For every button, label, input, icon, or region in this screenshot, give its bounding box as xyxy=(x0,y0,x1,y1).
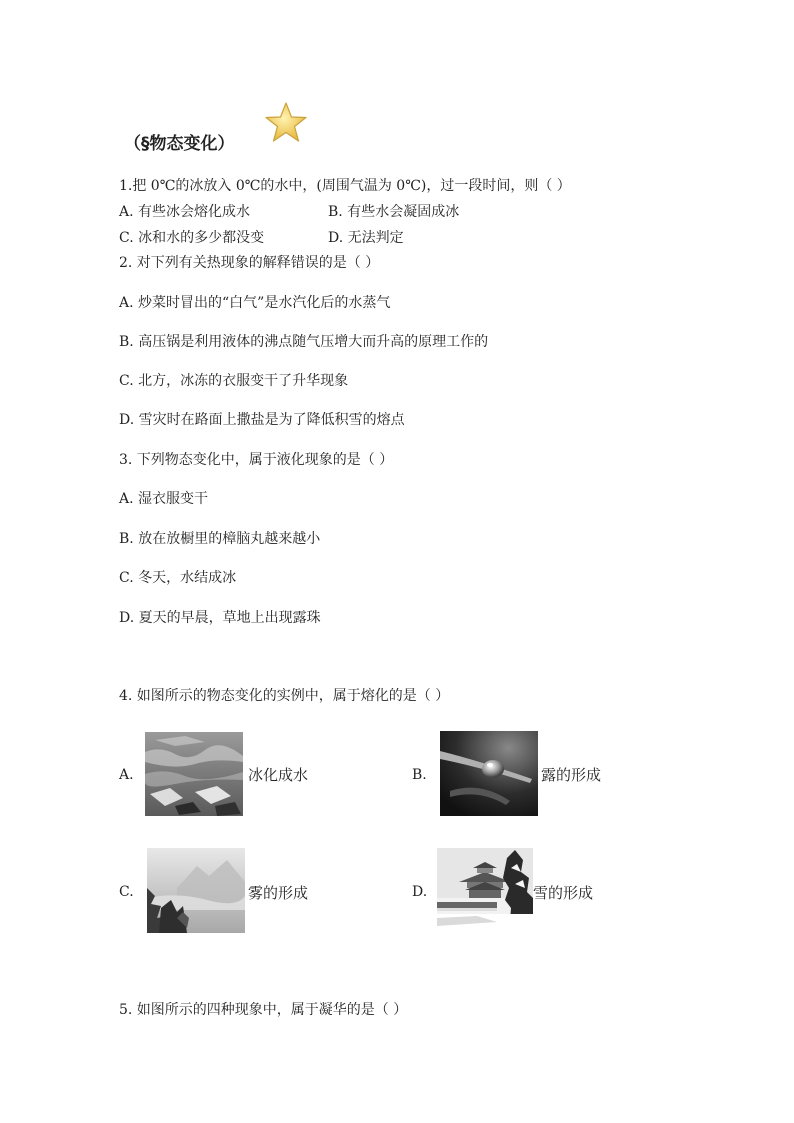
question-1-option-b: B. 有些水会凝固成冰 xyxy=(328,204,460,220)
question-1-stem: 1.把 0℃的冰放入 0℃的水中，(周围气温为 0℃)，过一段时间，则（ ） xyxy=(119,178,571,194)
question-3-stem: 3. 下列物态变化中，属于液化现象的是（ ） xyxy=(119,452,394,468)
question-4-option-a-letter: A. xyxy=(119,767,134,783)
question-4-option-d-letter: D. xyxy=(412,884,428,900)
question-4-stem: 4. 如图所示的物态变化的实例中，属于熔化的是（ ） xyxy=(119,688,450,704)
question-4-option-c-caption: 雾的形成 xyxy=(248,884,309,902)
question-2-option-a: A. 炒菜时冒出的“白气”是水汽化后的水蒸气 xyxy=(119,295,391,311)
star-icon xyxy=(264,101,308,149)
question-4-option-b-caption: 露的形成 xyxy=(541,766,602,784)
question-2-option-b: B. 高压锅是利用液体的沸点随气压增大而升高的原理工作的 xyxy=(119,334,489,350)
question-4-option-d-caption: 雪的形成 xyxy=(533,884,594,902)
question-2-option-d: D. 雪灾时在路面上撒盐是为了降低积雪的熔点 xyxy=(119,412,405,428)
snow-temple-photo xyxy=(437,848,533,933)
question-3-option-b: B. 放在放橱里的樟脑丸越来越小 xyxy=(119,531,321,547)
question-3-option-c: C. 冬天，水结成冰 xyxy=(119,570,237,586)
question-2-option-c: C. 北方，冰冻的衣服变干了升华现象 xyxy=(119,373,349,389)
dew-drop-photo xyxy=(440,731,538,816)
question-4-option-b-letter: B. xyxy=(412,767,427,783)
section-title: （§物态变化） xyxy=(124,134,235,154)
question-1-option-a: A. 有些冰会熔化成水 xyxy=(119,204,251,220)
question-3-option-d: D. 夏天的早晨，草地上出现露珠 xyxy=(119,610,321,626)
question-1-option-d: D. 无法判定 xyxy=(328,230,404,246)
fog-mountain-photo xyxy=(147,848,245,933)
question-3-option-a: A. 湿衣服变干 xyxy=(119,491,209,507)
question-4-option-a-caption: 冰化成水 xyxy=(248,766,309,784)
question-1-option-c: C. 冰和水的多少都没变 xyxy=(119,230,265,246)
question-4-option-c-letter: C. xyxy=(119,884,134,900)
melting-ice-photo xyxy=(145,732,243,816)
question-2-stem: 2. 对下列有关热现象的解释错误的是（ ） xyxy=(119,255,380,271)
question-5-stem: 5. 如图所示的四种现象中，属于凝华的是（ ） xyxy=(119,1002,408,1018)
